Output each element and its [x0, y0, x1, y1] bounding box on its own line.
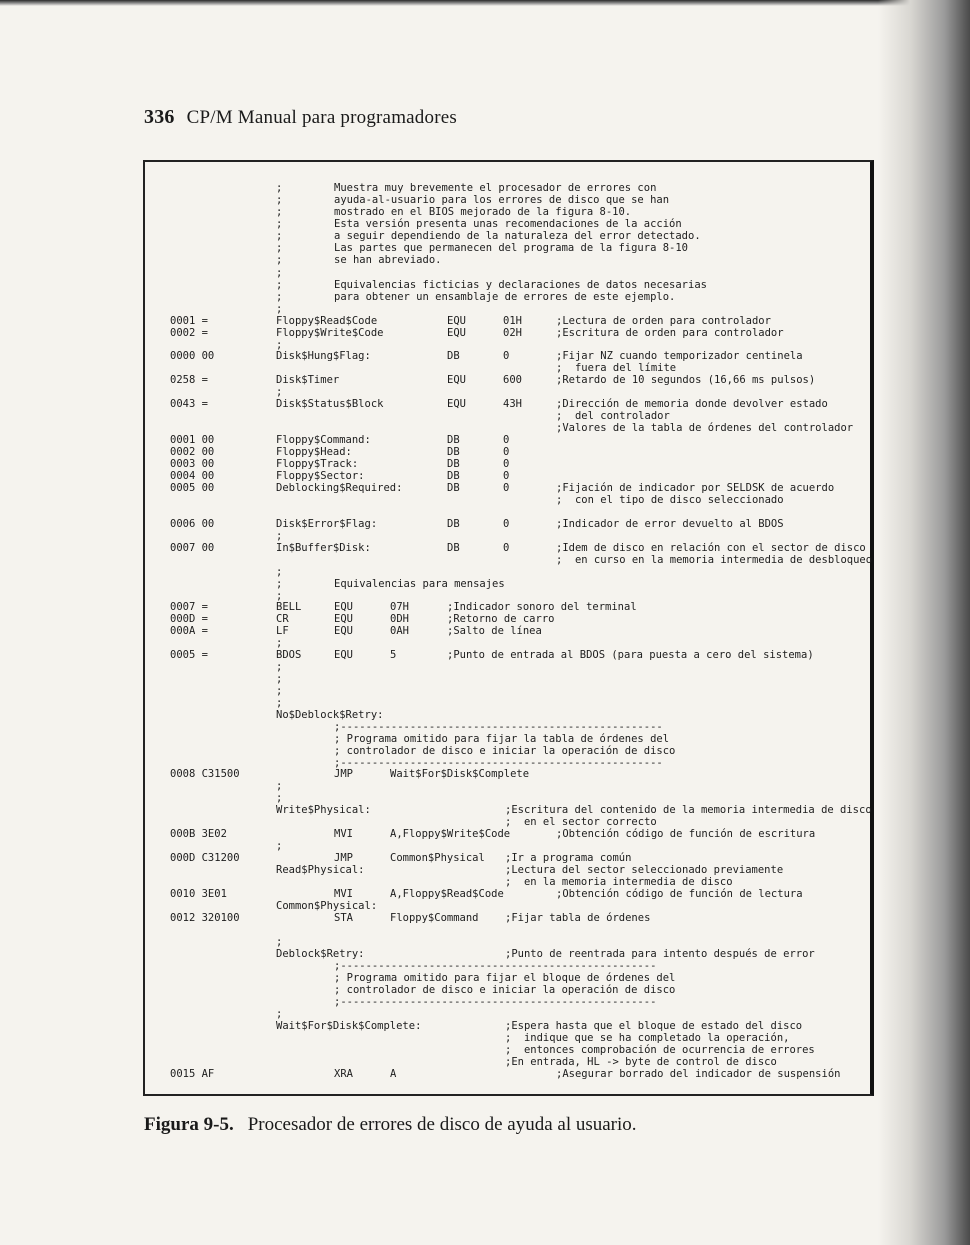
- listing-addr: 0002 =: [170, 327, 208, 339]
- listing-arg: 0: [503, 458, 510, 470]
- listing-op: DB: [447, 458, 460, 470]
- listing-comment: mostrado en el BIOS mejorado de la figura 8-10.: [334, 206, 632, 218]
- listing-op2: EQU: [334, 625, 353, 637]
- listing-arg2: 07H: [390, 601, 409, 613]
- listing-op2: ;---------------------------------------------------: [334, 757, 663, 769]
- listing-op2: JMP: [334, 852, 353, 864]
- listing-op: DB: [447, 542, 460, 554]
- listing-op2: ;--------------------------------------------------: [334, 996, 657, 1008]
- listing-arg2: 0DH: [390, 613, 409, 625]
- listing-op: DB: [447, 518, 460, 530]
- listing-arg: 01H: [503, 315, 522, 327]
- listing-op: DB: [447, 446, 460, 458]
- listing-arg: 0: [503, 434, 510, 446]
- book-title: CP/M Manual para programadores: [186, 107, 457, 128]
- listing-label: Floppy$Head:: [276, 446, 352, 458]
- listing-rem2: ;Indicador sonoro del terminal: [447, 601, 637, 613]
- listing-rem: ;Obtención código de función de lectura: [556, 888, 803, 900]
- listing-arg: 0: [503, 446, 510, 458]
- listing-label: Floppy$Track:: [276, 458, 359, 470]
- listing-arg2: Wait$For$Disk$Complete: [390, 768, 530, 780]
- listing-label: Disk$Timer: [276, 374, 340, 386]
- listing-label: Common$Physical:: [276, 900, 378, 912]
- listing-op2: MVI: [334, 828, 353, 840]
- listing-label: ;: [276, 590, 283, 602]
- listing-comment: Esta versión presenta unas recomendaciones de la acción: [334, 218, 682, 230]
- listing-op2: ; Programa omitido para fijar el bloque de órdenes del: [334, 972, 676, 984]
- listing-op: EQU: [447, 327, 466, 339]
- listing-op2: ; controlador de disco e iniciar la operación de disco: [334, 745, 676, 757]
- listing-addr: 0007 00: [170, 542, 215, 554]
- listing-op2: ; controlador de disco e iniciar la operación de disco: [334, 984, 676, 996]
- listing-rem: ;Valores de la tabla de órdenes del controlador: [556, 422, 854, 434]
- listing-label: Floppy$Read$Code: [276, 315, 378, 327]
- listing-addr: 0004 00: [170, 470, 215, 482]
- listing-label: ;: [276, 792, 283, 804]
- listing-label: Floppy$Command:: [276, 434, 371, 446]
- listing-label: ;: [276, 840, 283, 852]
- listing-label: LF: [276, 625, 289, 637]
- listing-addr: 0002 00: [170, 446, 215, 458]
- listing-rem: ;Idem de disco en relación con el sector de disco: [556, 542, 866, 554]
- listing-addr: 0005 =: [170, 649, 208, 661]
- listing-rem: ;Fijación de indicador por SELDSK de acuerdo: [556, 482, 835, 494]
- listing-arg: 600: [503, 374, 522, 386]
- listing-label: Write$Physical:: [276, 804, 371, 816]
- listing-op2: EQU: [334, 613, 353, 625]
- listing-rem: ;Fijar NZ cuando temporizador centinela: [556, 350, 803, 362]
- page-header: [144, 106, 457, 129]
- listing-addr: 0006 00: [170, 518, 215, 530]
- listing-op2: XRA: [334, 1068, 353, 1080]
- listing-op: DB: [447, 482, 460, 494]
- listing-arg2: Floppy$Command: [390, 912, 479, 924]
- figure-caption-text: Procesador de errores de disco de ayuda al usuario.: [247, 1114, 637, 1135]
- listing-op2: STA: [334, 912, 353, 924]
- listing-label: Floppy$Write$Code: [276, 327, 384, 339]
- listing-label: ;: [276, 182, 283, 194]
- listing-addr: 0003 00: [170, 458, 215, 470]
- listing-rem: ;Lectura de orden para controlador: [556, 315, 771, 327]
- listing-label: ;: [276, 230, 283, 242]
- listing-label: ;: [276, 780, 283, 792]
- listing-rem2: ;Retorno de carro: [447, 613, 555, 625]
- listing-comment: se han abreviado.: [334, 254, 442, 266]
- listing-label: ;: [276, 242, 283, 254]
- listing-rem3: ;Lectura del sector seleccionado previamente: [505, 864, 784, 876]
- listing-op: EQU: [447, 315, 466, 327]
- listing-label: Disk$Error$Flag:: [276, 518, 378, 530]
- listing-rem3: ; en el sector correcto: [505, 816, 657, 828]
- listing-op2: ;---------------------------------------------------: [334, 721, 663, 733]
- listing-arg2: A,Floppy$Write$Code: [390, 828, 511, 840]
- listing-label: ;: [276, 254, 283, 266]
- listing-addr: 0008 C31500: [170, 768, 240, 780]
- listing-arg2: A,Floppy$Read$Code: [390, 888, 504, 900]
- listing-comment: Muestra muy brevemente el procesador de errores con: [334, 182, 657, 194]
- listing-arg2: 5: [390, 649, 397, 661]
- listing-addr: 0012 320100: [170, 912, 240, 924]
- figure-caption: [144, 1114, 637, 1136]
- page-top-edge: [0, 0, 970, 6]
- listing-label: ;: [276, 578, 283, 590]
- listing-arg: 02H: [503, 327, 522, 339]
- listing-rem3: ; en la memoria intermedia de disco: [505, 876, 733, 888]
- listing-arg: 0: [503, 518, 510, 530]
- listing-op2: ;--------------------------------------------------: [334, 960, 657, 972]
- listing-label: Disk$Status$Block: [276, 398, 384, 410]
- listing-label: Floppy$Sector:: [276, 470, 365, 482]
- listing-label: ;: [276, 291, 283, 303]
- listing-label: ;: [276, 386, 283, 398]
- listing-label: ;: [276, 1008, 283, 1020]
- listing-rem: ; en curso en la memoria intermedia de desbloqueo: [556, 554, 873, 566]
- listing-label: BELL: [276, 601, 302, 613]
- listing-label: ;: [276, 936, 283, 948]
- listing-addr: 0258 =: [170, 374, 208, 386]
- listing-label: Deblock$Retry:: [276, 948, 365, 960]
- listing-op2: EQU: [334, 601, 353, 613]
- listing-addr: 000B 3E02: [170, 828, 227, 840]
- listing-addr: 0010 3E01: [170, 888, 227, 900]
- listing-addr: 0001 =: [170, 315, 208, 327]
- listing-addr: 0005 00: [170, 482, 215, 494]
- listing-rem: ;Obtención código de función de escritura: [556, 828, 816, 840]
- listing-op: DB: [447, 350, 460, 362]
- listing-rem3: ;En entrada, HL -> byte de control de disco: [505, 1056, 777, 1068]
- listing-label: ;: [276, 194, 283, 206]
- listing-rem: ;Dirección de memoria donde devolver estado: [556, 398, 828, 410]
- listing-arg: 0: [503, 482, 510, 494]
- listing-op2: EQU: [334, 649, 353, 661]
- listing-rem3: ;Fijar tabla de órdenes: [505, 912, 651, 924]
- listing-addr: 0007 =: [170, 601, 208, 613]
- listing-label: ;: [276, 697, 283, 709]
- listing-addr: 0043 =: [170, 398, 208, 410]
- listing-label: ;: [276, 637, 283, 649]
- listing-label: CR: [276, 613, 289, 625]
- listing-comment: Las partes que permanecen del programa de la figura 8-10: [334, 242, 689, 254]
- listing-rem: ;Indicador de error devuelto al BDOS: [556, 518, 784, 530]
- listing-label: ;: [276, 206, 283, 218]
- listing-label: Wait$For$Disk$Complete:: [276, 1020, 422, 1032]
- listing-rem: ;Retardo de 10 segundos (16,66 ms pulsos): [556, 374, 816, 386]
- listing-label: ;: [276, 566, 283, 578]
- listing-label: In$Buffer$Disk:: [276, 542, 371, 554]
- listing-op: EQU: [447, 374, 466, 386]
- listing-label: ;: [276, 339, 283, 351]
- listing-op2: ; Programa omitido para fijar la tabla de órdenes del: [334, 733, 670, 745]
- listing-arg: 0: [503, 470, 510, 482]
- listing-label: ;: [276, 530, 283, 542]
- listing-addr: 0001 00: [170, 434, 215, 446]
- listing-label: ;: [276, 279, 283, 291]
- listing-addr: 000D C31200: [170, 852, 240, 864]
- listing-rem: ;Escritura de orden para controlador: [556, 327, 784, 339]
- listing-label: ;: [276, 685, 283, 697]
- listing-rem3: ;Escritura del contenido de la memoria intermedia de disco: [505, 804, 872, 816]
- listing-arg2: A: [390, 1068, 397, 1080]
- listing-label: Disk$Hung$Flag:: [276, 350, 371, 362]
- listing-op2: Equivalencias para mensajes: [334, 578, 505, 590]
- listing-label: BDOS: [276, 649, 302, 661]
- listing-rem3: ;Espera hasta que el bloque de estado del disco: [505, 1020, 803, 1032]
- listing-addr: 000A =: [170, 625, 208, 637]
- listing-label: Read$Physical:: [276, 864, 365, 876]
- listing-label: ;: [276, 303, 283, 315]
- listing-arg2: 0AH: [390, 625, 409, 637]
- listing-op: DB: [447, 434, 460, 446]
- listing-op: DB: [447, 470, 460, 482]
- listing-rem2: ;Punto de entrada al BDOS (para puesta a cero del sistema): [447, 649, 814, 661]
- listing-rem3: ; indique que se ha completado la operación,: [505, 1032, 790, 1044]
- page-number: 336: [144, 106, 175, 128]
- listing-arg2: Common$Physical: [390, 852, 485, 864]
- listing-comment: a seguir dependiendo de la naturaleza del error detectado.: [334, 230, 701, 242]
- listing-comment: para obtener un ensamblaje de errores de este ejemplo.: [334, 291, 676, 303]
- listing-comment: Equivalencias ficticias y declaraciones de datos necesarias: [334, 279, 707, 291]
- listing-rem: ; del controlador: [556, 410, 670, 422]
- listing-rem2: ;Salto de línea: [447, 625, 542, 637]
- listing-rem: ; con el tipo de disco seleccionado: [556, 494, 784, 506]
- book-spine-shadow: [878, 0, 970, 1245]
- listing-label: ;: [276, 661, 283, 673]
- listing-op2: JMP: [334, 768, 353, 780]
- listing-addr: 0015 AF: [170, 1068, 215, 1080]
- listing-rem: ; fuera del límite: [556, 362, 677, 374]
- listing-rem3: ;Punto de reentrada para intento después de error: [505, 948, 815, 960]
- listing-addr: 000D =: [170, 613, 208, 625]
- listing-comment: ayuda-al-usuario para los errores de disco que se han: [334, 194, 670, 206]
- listing-label: ;: [276, 218, 283, 230]
- listing-arg: 0: [503, 542, 510, 554]
- listing-addr: 0000 00: [170, 350, 215, 362]
- listing-label: ;: [276, 673, 283, 685]
- listing-arg: 43H: [503, 398, 522, 410]
- listing-op2: MVI: [334, 888, 353, 900]
- listing-rem3: ; entonces comprobación de ocurrencia de errores: [505, 1044, 815, 1056]
- listing-rem: ;Asegurar borrado del indicador de suspensión: [556, 1068, 841, 1080]
- figure-label: Figura 9-5.: [144, 1114, 234, 1135]
- listing-rem3: ;Ir a programa común: [505, 852, 632, 864]
- listing-label: ;: [276, 267, 283, 279]
- listing-op: EQU: [447, 398, 466, 410]
- listing-label: Deblocking$Required:: [276, 482, 403, 494]
- listing-label: No$Deblock$Retry:: [276, 709, 384, 721]
- listing-arg: 0: [503, 350, 510, 362]
